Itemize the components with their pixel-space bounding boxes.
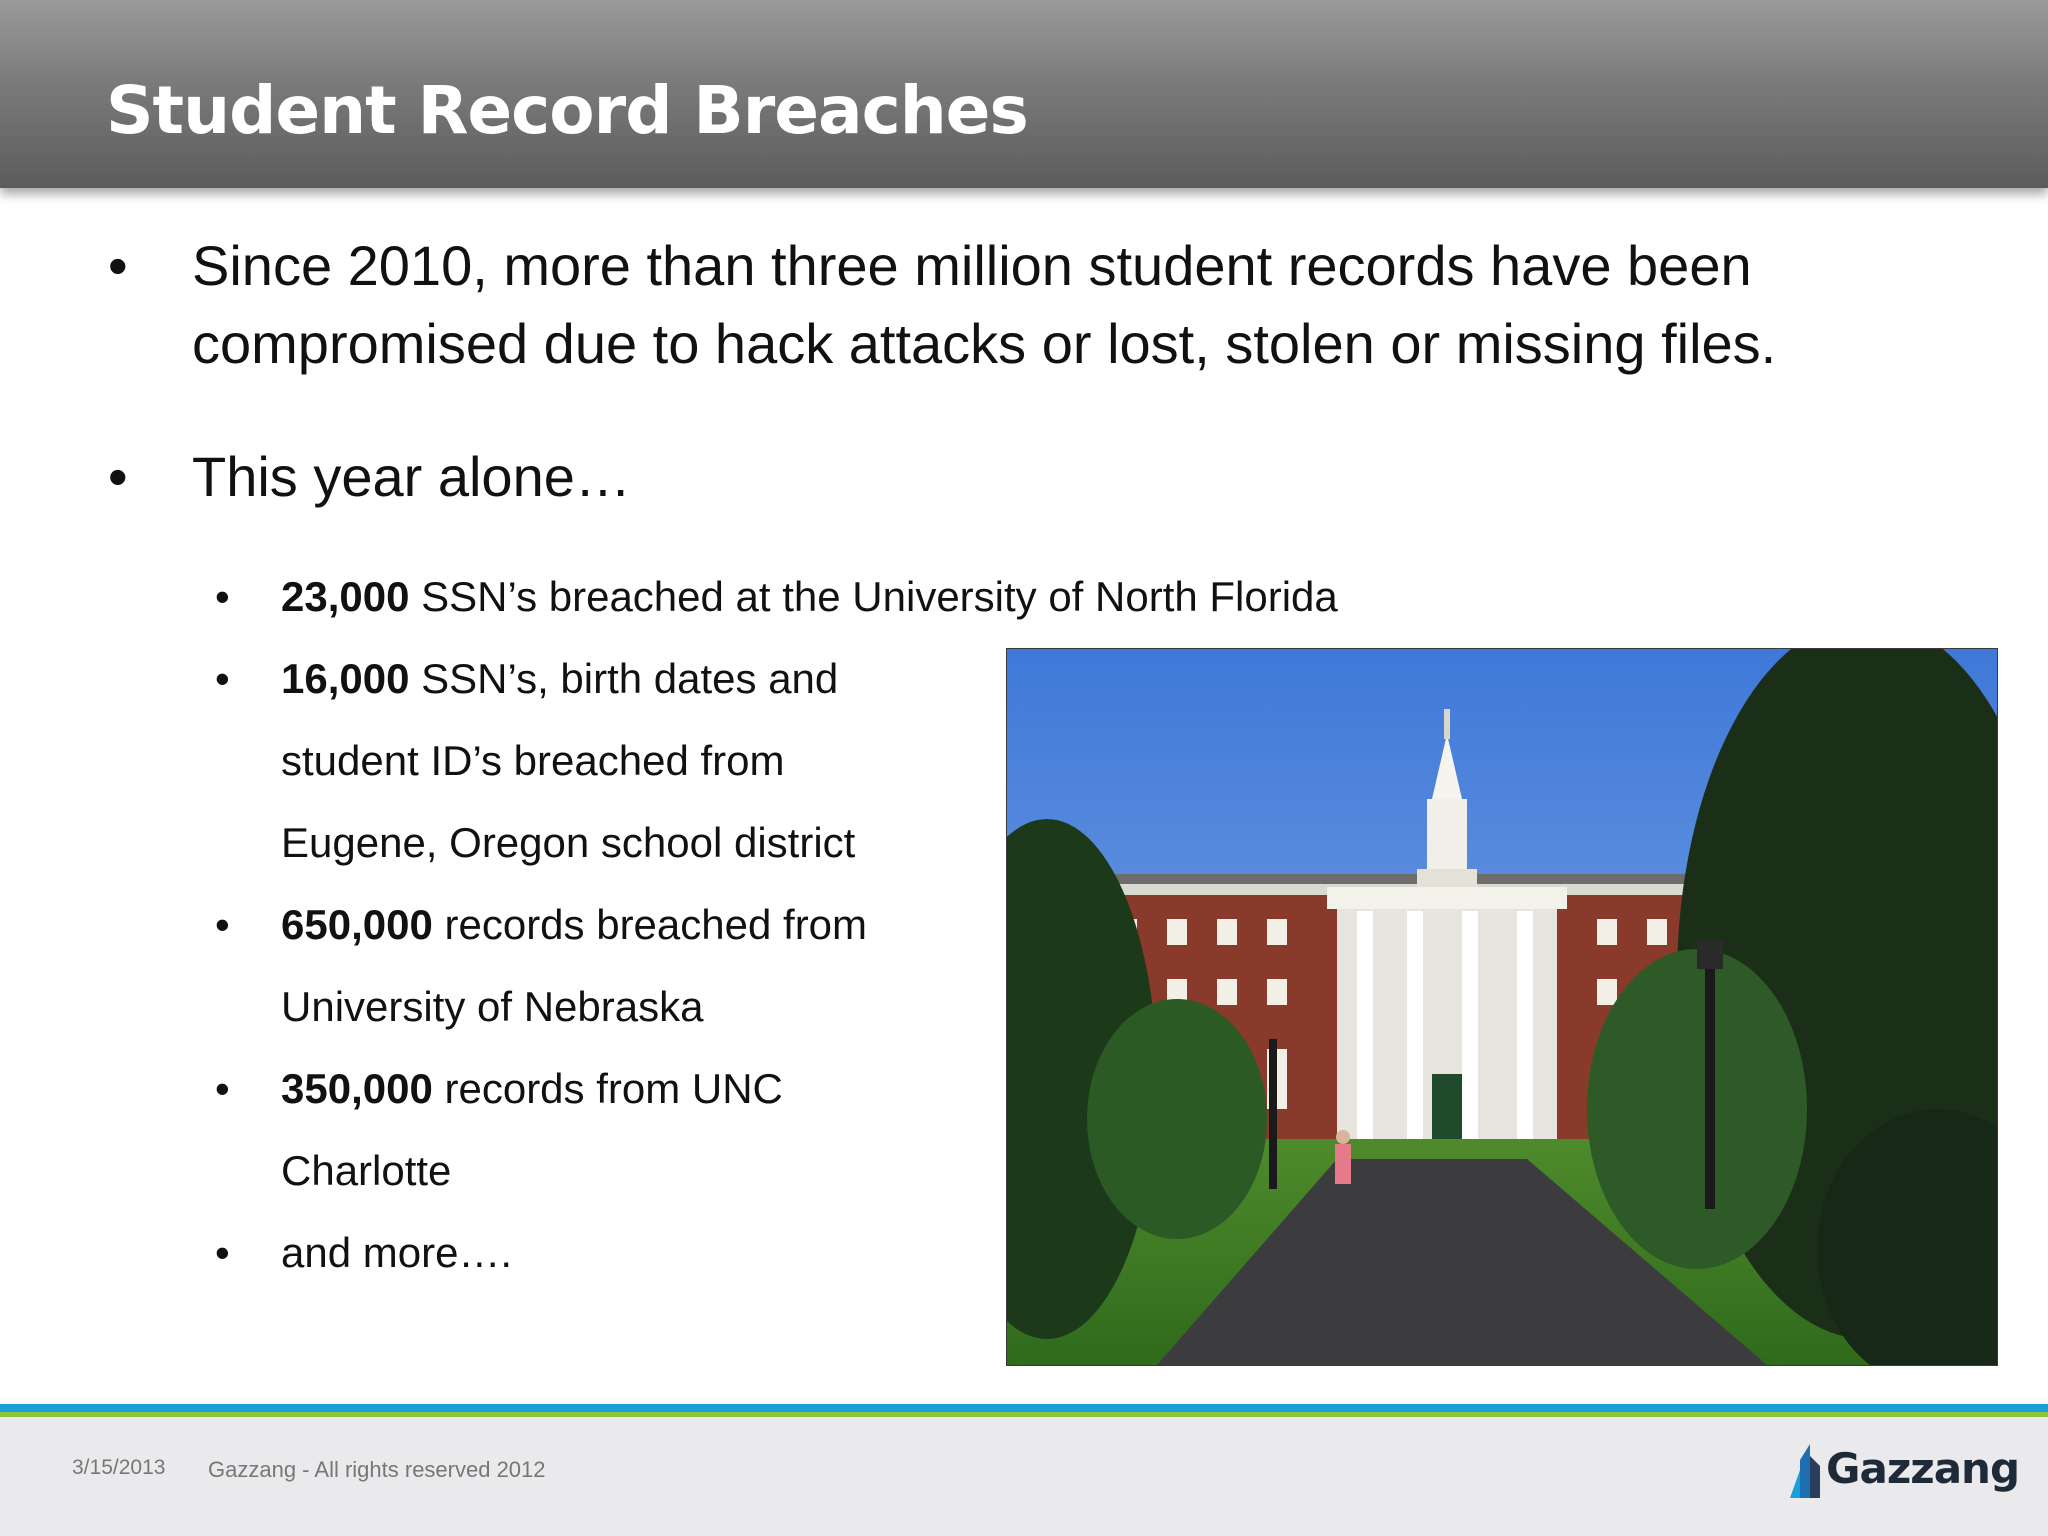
subbullet-marker: • <box>215 1229 230 1276</box>
subbullet-text: Eugene, Oregon school district <box>281 819 856 866</box>
subbullet-text: records from UNC <box>432 1065 783 1112</box>
footer-stripe-blue <box>0 1404 2048 1412</box>
subbullet-text: SSN’s, birth dates and <box>409 655 839 702</box>
subbullet-text: University of Nebraska <box>281 983 704 1030</box>
footer-copyright: Gazzang - All rights reserved 2012 <box>208 1457 546 1482</box>
breach-count: 23,000 <box>281 573 410 620</box>
subbullet-text: records breached from <box>432 901 868 948</box>
footer-date: 3/15/2013 <box>72 1456 166 1479</box>
breach-count: 650,000 <box>281 901 433 948</box>
subbullet-text: and more…. <box>281 1229 513 1276</box>
subbullet-marker: • <box>215 901 230 948</box>
subbullet-text: student ID’s breached from <box>281 737 785 784</box>
subbullet-marker: • <box>215 1065 230 1112</box>
gazzang-logo-icon <box>1786 1440 1830 1504</box>
bullet-marker: • <box>108 445 128 508</box>
breach-count: 350,000 <box>281 1065 433 1112</box>
slide-header <box>0 0 2048 188</box>
logo-text: Gazzang <box>1826 1444 2020 1493</box>
slide-title: Student Record Breaches <box>106 72 1028 149</box>
subbullet-marker: • <box>215 573 230 620</box>
bullet-text: Since 2010, more than three million student records have been compromised due to hack attacks or lost, stolen or missing files. <box>192 234 1777 375</box>
subbullet-text: Charlotte <box>281 1147 452 1194</box>
breach-count: 16,000 <box>281 655 410 702</box>
campus-building-photo <box>1006 648 1998 1366</box>
footer-stripe-green <box>0 1412 2048 1417</box>
campus-building-illustration <box>1007 649 1997 1365</box>
bullet-text: This year alone… <box>192 445 631 508</box>
subbullet-text: SSN’s breached at the University of North Florida <box>409 573 1338 620</box>
gazzang-logo <box>1786 1440 2020 1504</box>
subbullet-marker: • <box>215 655 230 702</box>
bullet-marker: • <box>108 234 128 297</box>
